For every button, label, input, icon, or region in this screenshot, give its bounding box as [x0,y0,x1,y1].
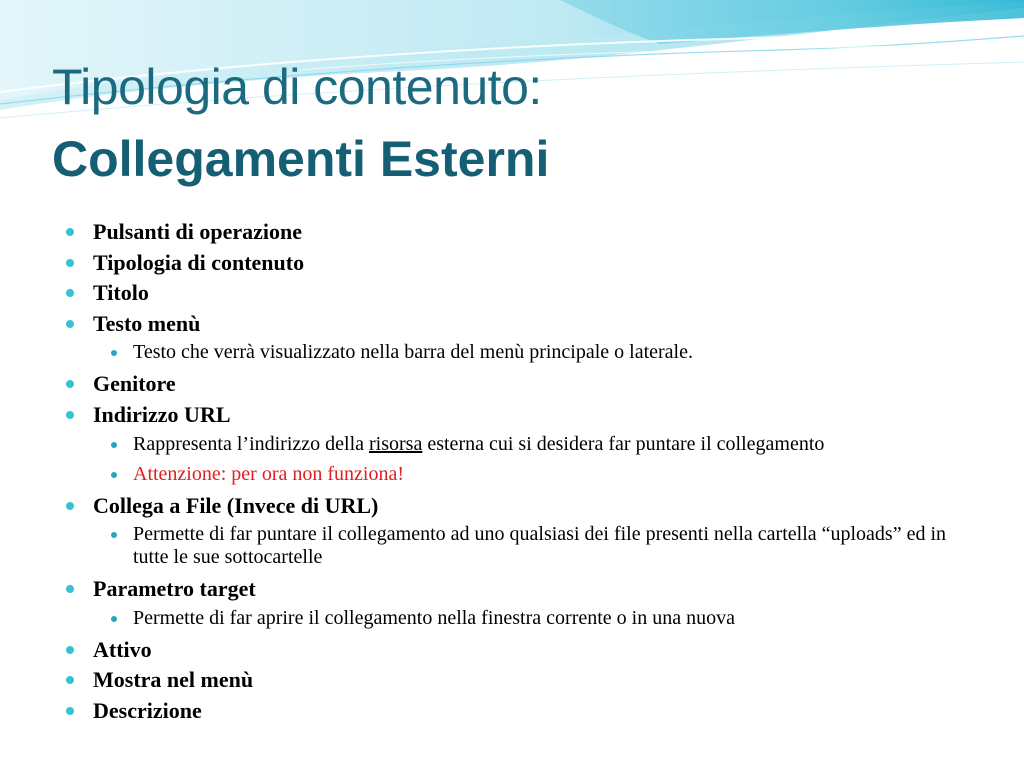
sub-list-item-warning [104,462,964,486]
text-segment: Rappresenta l’indirizzo della [133,432,370,455]
bullet-list [64,218,964,728]
list-item-text: Titolo [93,280,149,306]
slide-title [52,59,550,187]
title-line-2: Collegamenti Esterni [52,131,550,187]
list-item-text: Genitore [93,371,176,397]
list-item-text: Attivo [93,636,152,662]
list-item-text: Indirizzo URL [93,401,231,427]
list-item [64,636,964,664]
list-item [64,370,964,398]
sub-bullet-icon [111,350,117,356]
list-item [64,697,964,725]
sub-list-item-text: Permette di far puntare il collegamento ad uno qualsiasi dei file presenti nella cartella “uploads” ed in tutte le sue sottocartelle [133,523,947,569]
list-item-text: Testo menù [93,310,201,336]
sub-list-item [104,522,964,569]
list-item-text: Pulsanti di operazione [93,219,303,244]
bullet-icon [66,676,74,684]
sub-list-item-text: Permette di far aprire il collegamento nella finestra corrente o in una nuova [133,606,735,629]
sub-list-item [104,340,964,364]
text-segment: esterna cui si desidera far puntare il collegamento [422,432,825,455]
list-item-text: Descrizione [93,697,202,723]
bullet-icon [66,320,74,328]
list-item [64,492,964,520]
sub-bullet-icon [111,472,117,478]
list-item [64,575,964,603]
bullet-icon [66,646,74,654]
list-item [64,401,964,429]
list-item [64,310,964,338]
list-item [64,218,964,246]
bullet-icon [66,289,74,297]
list-item-text: Tipologia di contenuto [93,249,305,275]
sub-bullet-icon [111,442,117,448]
title-line-1: Tipologia di contenuto: [52,59,542,115]
list-item [64,279,964,307]
sub-bullet-icon [111,532,117,538]
list-item [64,666,964,694]
bullet-icon [66,585,74,593]
bullet-icon [66,411,74,419]
sub-list-item [104,606,964,630]
warning-text: Attenzione: per ora non funziona! [133,462,405,485]
underlined-word: risorsa [369,432,423,455]
sub-list-item [104,432,964,456]
list-item-text: Parametro target [93,576,256,602]
bullet-icon [66,228,74,236]
list-item-text: Mostra nel menù [93,667,254,693]
bullet-icon [66,259,74,267]
bullet-icon [66,502,74,510]
sub-list-item-text [133,433,824,455]
list-item [64,249,964,277]
list-item-text: Collega a File (Invece di URL) [93,492,379,518]
sub-list-item-text: Testo che verrà visualizzato nella barra del menù principale o laterale. [133,341,693,364]
bullet-icon [66,707,74,715]
sub-bullet-icon [111,616,117,622]
bullet-icon [66,380,74,388]
